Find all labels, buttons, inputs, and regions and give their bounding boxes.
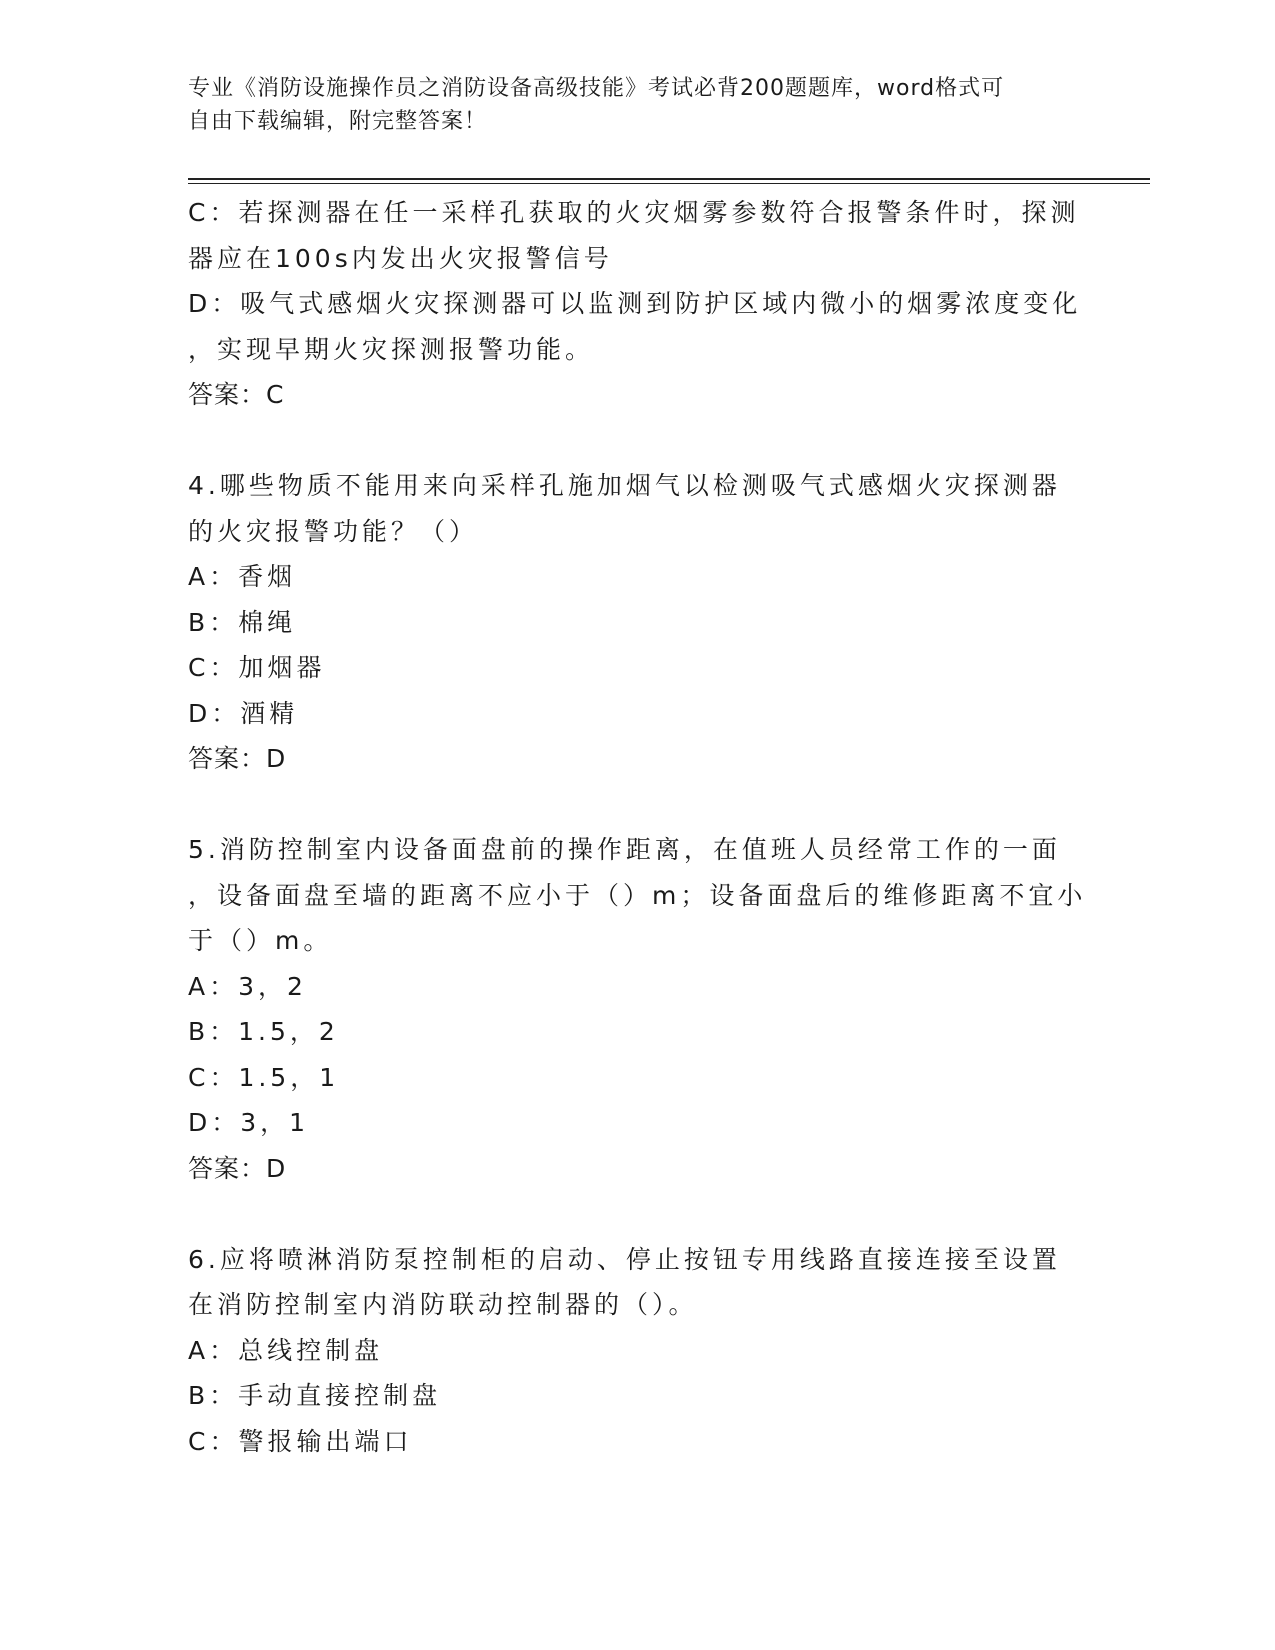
option-b: B：手动直接控制盘 bbox=[188, 1381, 442, 1410]
question-stem-line-3: 于（）m。 bbox=[188, 926, 333, 955]
option-c: C：加烟器 bbox=[188, 653, 326, 682]
answer-label: 答案：C bbox=[188, 380, 285, 409]
option-a: A：香烟 bbox=[188, 562, 297, 591]
question-3-continued bbox=[188, 190, 1082, 418]
question-stem-line-1: 5.消防控制室内设备面盘前的操作距离，在值班人员经常工作的一面 bbox=[188, 835, 1061, 864]
question-6 bbox=[188, 1237, 1068, 1465]
option-b: B：1.5，2 bbox=[188, 1017, 339, 1046]
option-c: C：警报输出端口 bbox=[188, 1426, 413, 1456]
spacer bbox=[188, 782, 1068, 828]
question-stem-line-2: 的火灾报警功能？（） bbox=[188, 516, 479, 546]
option-d: D：酒精 bbox=[188, 698, 299, 728]
answer-label: 答案：D bbox=[188, 1153, 287, 1183]
option-c-line-1: C：若探测器在任一采样孔获取的火灾烟雾参数符合报警条件时，探测 bbox=[188, 198, 1080, 227]
question-stem-line-1: 6.应将喷淋消防泵控制柜的启动、停止按钮专用线路直接连接至设置 bbox=[188, 1244, 1061, 1274]
header-title-line-1: 专业《消防设施操作员之消防设备高级技能》考试必背200题题库，word格式可 bbox=[188, 76, 1005, 101]
option-a: A：3，2 bbox=[188, 971, 307, 1001]
document-body bbox=[188, 190, 1087, 1464]
question-5 bbox=[188, 827, 1087, 1191]
question-stem-line-2: 在消防控制室内消防联动控制器的（）。 bbox=[188, 1290, 698, 1319]
spacer bbox=[188, 1191, 1068, 1237]
document-header bbox=[188, 72, 1068, 138]
answer-label: 答案：D bbox=[188, 744, 287, 773]
option-c-line-2: 器应在100s内发出火灾报警信号 bbox=[188, 243, 613, 273]
header-title-line-2: 自由下载编辑，附完整答案！ bbox=[188, 109, 488, 134]
header-divider bbox=[188, 178, 1150, 184]
option-a: A：总线控制盘 bbox=[188, 1335, 384, 1365]
option-b: B：棉绳 bbox=[188, 607, 297, 637]
spacer bbox=[188, 418, 1068, 464]
option-d: D：3，1 bbox=[188, 1108, 310, 1137]
option-d-line-2: ，实现早期火灾探测报警功能。 bbox=[188, 334, 595, 364]
option-c: C：1.5，1 bbox=[188, 1062, 340, 1092]
option-d-line-1: D：吸气式感烟火灾探测器可以监测到防护区域内微小的烟雾浓度变化 bbox=[188, 289, 1082, 318]
question-stem-line-2: ，设备面盘至墙的距离不应小于（）m；设备面盘后的维修距离不宜小 bbox=[188, 880, 1087, 910]
question-4 bbox=[188, 463, 1068, 782]
question-stem-line-1: 4.哪些物质不能用来向采样孔施加烟气以检测吸气式感烟火灾探测器 bbox=[188, 471, 1061, 500]
